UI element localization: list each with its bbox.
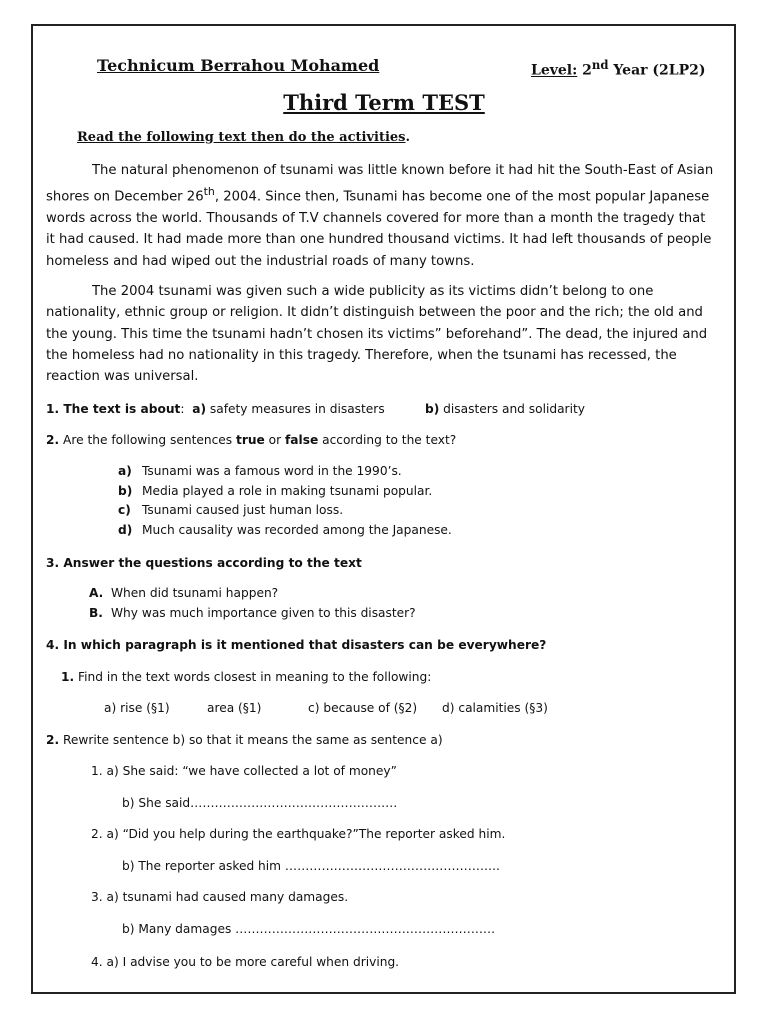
rewrite-number: 2. xyxy=(46,733,60,747)
question-2 xyxy=(46,433,456,447)
level-label: Level: xyxy=(531,62,578,79)
page-title: Third Term TEST xyxy=(283,90,485,115)
vocab-word-c: c) because of (§2) xyxy=(308,701,418,715)
level-info xyxy=(531,58,706,79)
tf-item-label: d) xyxy=(118,523,133,537)
open-question-label: B. xyxy=(89,606,103,620)
question-1-option-b xyxy=(425,402,585,416)
question-1-number: 1. The text is about xyxy=(46,402,181,416)
tf-item-text: Tsunami caused just human loss. xyxy=(142,503,344,517)
question-3-heading: 3. Answer the questions according to the text xyxy=(46,556,362,570)
rewrite-text: Rewrite sentence b) so that it means the same as sentence a) xyxy=(59,733,443,747)
question-2-number: 2. xyxy=(46,433,60,447)
vocab-instruction xyxy=(61,670,431,684)
question-1-colon: : xyxy=(180,402,185,416)
rewrite-sentence-b: b) The reporter asked him …………………………………………….. xyxy=(122,859,500,873)
paragraph-1-ordinal: th xyxy=(203,185,215,199)
question-2-true: true xyxy=(236,433,265,447)
question-4: 4. In which paragraph is it mentioned that disasters can be everywhere? xyxy=(46,638,547,652)
level-year: Year (2LP2) xyxy=(608,62,706,79)
paragraph-1-text-cont: , 2004. Since then, Tsunami has become one of the most popular Japanese words across the world. Thousands of T.V channels covered for more than a month the tragedy that it had caused. It had made more than one hundred thousand victims. It had left thousands of people homeless and had wiped out the industrial roads of many towns. xyxy=(46,189,712,269)
open-question-label: A. xyxy=(89,586,104,600)
tf-item xyxy=(118,464,402,478)
option-a-label: a) xyxy=(192,402,207,416)
tf-item xyxy=(118,523,452,537)
instruction xyxy=(77,130,410,145)
vocab-number: 1. xyxy=(61,670,75,684)
rewrite-sentence-a: 3. a) tsunami had caused many damages. xyxy=(91,890,349,904)
open-question-text: Why was much importance given to this disaster? xyxy=(111,606,416,620)
paragraph-1-text: The natural phenomenon of tsunami was little known before it had hit the South-East of Asian shores on December 26 xyxy=(46,163,714,205)
instruction-period: . xyxy=(405,130,411,145)
vocab-word-a: a) rise (§1) xyxy=(104,701,170,715)
vocab-word-b: area (§1) xyxy=(207,701,262,715)
tf-item-text: Much causality was recorded among the Japanese. xyxy=(142,523,452,537)
rewrite-sentence-b: b) Many damages ………………………………………………………. xyxy=(122,922,495,936)
rewrite-sentence-a: 4. a) I advise you to be more careful when driving. xyxy=(91,955,400,969)
open-question xyxy=(89,586,278,600)
level-ordinal: nd xyxy=(591,58,609,72)
option-a-text: safety measures in disasters xyxy=(206,402,385,416)
tf-item-label: c) xyxy=(118,503,131,517)
rewrite-instruction xyxy=(46,733,443,747)
school-name: Technicum Berrahou Mohamed xyxy=(97,56,380,75)
tf-item-label: b) xyxy=(118,484,133,498)
tf-item-text: Media played a role in making tsunami popular. xyxy=(142,484,433,498)
question-2-text: Are the following sentences xyxy=(59,433,236,447)
question-2-text-end: according to the text? xyxy=(318,433,457,447)
option-b-label: b) xyxy=(425,402,440,416)
tf-item xyxy=(118,484,432,498)
open-question xyxy=(89,606,416,620)
rewrite-sentence-b: b) She said…………………………………………… xyxy=(122,796,398,810)
tf-item-label: a) xyxy=(118,464,132,478)
paragraph-2: The 2004 tsunami was given such a wide publicity as its victims didn’t belong to one nationality, ethnic group or religion. It didn’t distinguish between the poor and the rich; the old and the young. This time the tsunami hadn’t chosen its victims” beforehand”. The dead, the injured and the homeless had no nationality in this tragedy. Therefore, when the tsunami has recessed, the reaction was universal. xyxy=(46,284,708,385)
rewrite-sentence-a: 1. a) She said: “we have collected a lot of money” xyxy=(91,764,397,778)
level-number: 2 xyxy=(582,62,592,79)
vocab-text: Find in the text words closest in meaning to the following: xyxy=(74,670,432,684)
open-question-text: When did tsunami happen? xyxy=(111,586,279,600)
question-1 xyxy=(46,402,385,416)
instruction-text: Read the following text then do the activities xyxy=(77,130,406,145)
tf-item-text: Tsunami was a famous word in the 1990’s. xyxy=(142,464,402,478)
question-2-false: false xyxy=(285,433,319,447)
paragraph-1 xyxy=(46,160,714,272)
rewrite-sentence-a: 2. a) “Did you help during the earthquake?”The reporter asked him. xyxy=(91,827,506,841)
question-2-or: or xyxy=(264,433,285,447)
option-b-text: disasters and solidarity xyxy=(439,402,585,416)
vocab-word-d: d) calamities (§3) xyxy=(442,701,548,715)
tf-item xyxy=(118,503,343,517)
